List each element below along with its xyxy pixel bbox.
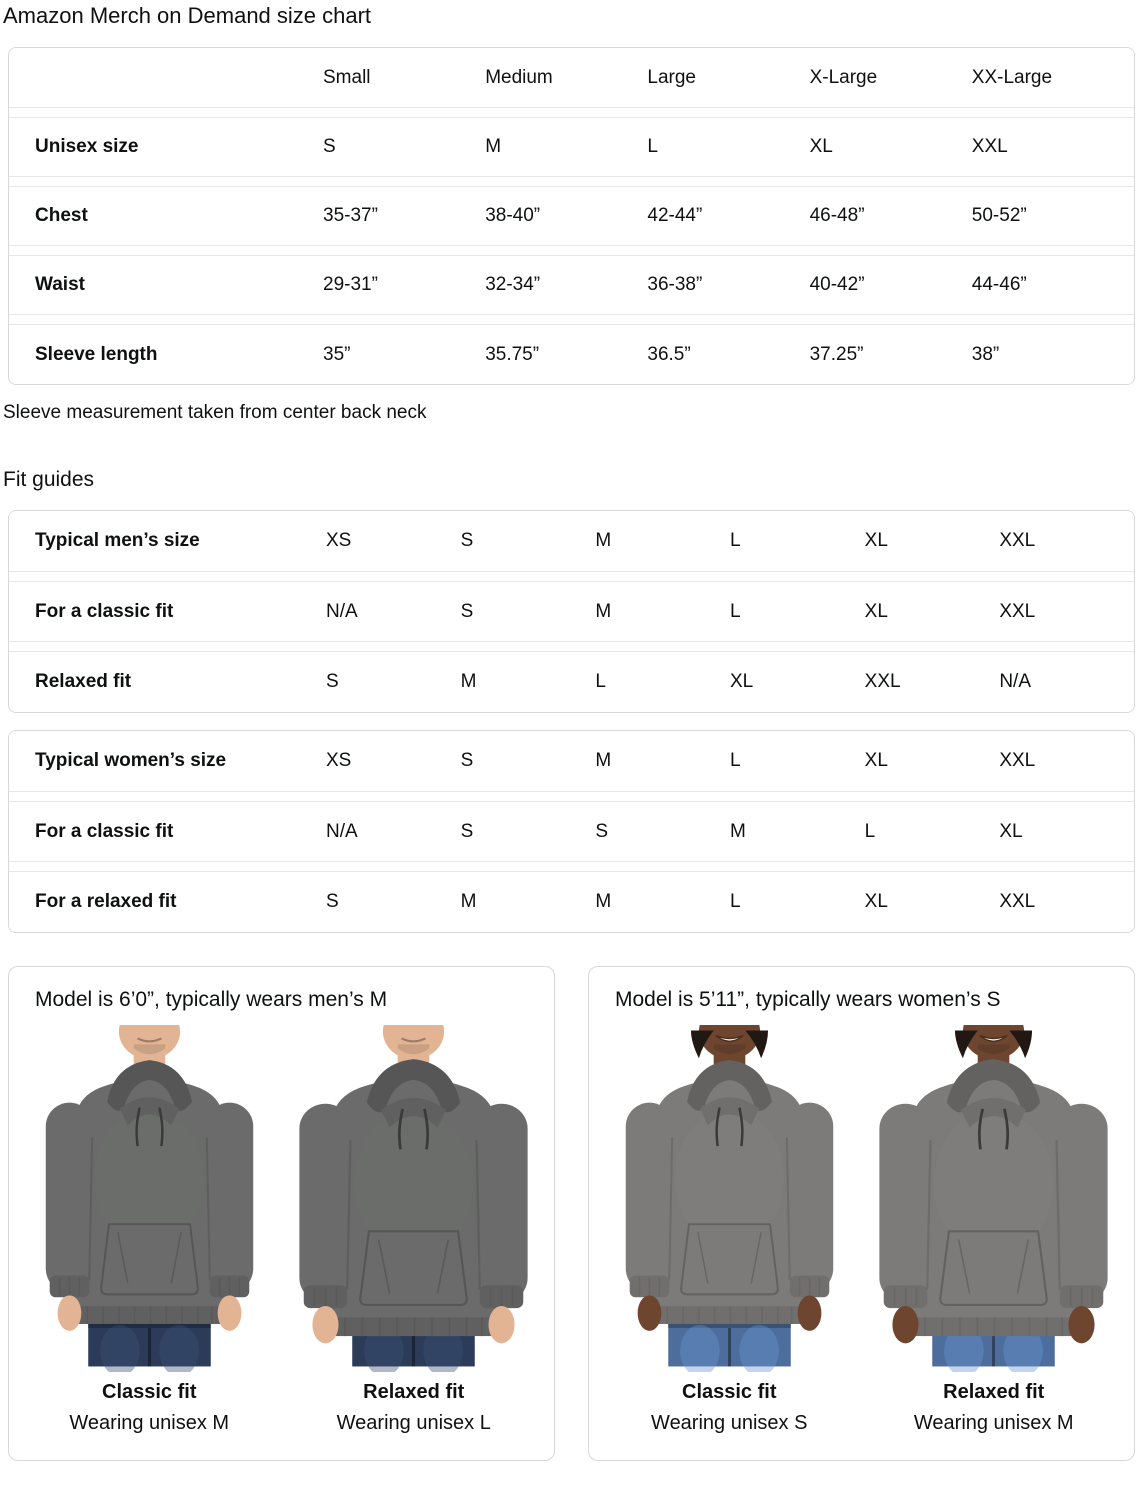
table-row: [9, 731, 1134, 792]
column-header: Large: [647, 66, 696, 88]
size-cell: XL: [864, 891, 888, 912]
size-cell: N/A: [326, 820, 358, 842]
size-cell: S: [326, 891, 339, 912]
row-label: Chest: [35, 205, 88, 226]
row-label: Typical men’s size: [35, 530, 200, 551]
size-cell: XL: [999, 820, 1023, 842]
model-card-heading: Model is 5’11”, typically wears women’s S: [615, 988, 1001, 1011]
table-row: [9, 255, 1134, 315]
column-header: Small: [323, 66, 371, 88]
photo-row: [23, 1025, 540, 1372]
column-header: Medium: [485, 66, 553, 88]
column-header: X-Large: [809, 66, 878, 88]
photo-caption: [603, 1380, 856, 1436]
size-cell: S: [460, 600, 474, 622]
photo-caption: [288, 1380, 541, 1436]
size-cell: XXL: [999, 750, 1036, 771]
wearing-size-label: Wearing unisex M: [69, 1412, 230, 1434]
sleeve-measurement-note: Sleeve measurement taken from center back neck: [3, 402, 427, 423]
size-cell: M: [730, 820, 746, 842]
table-row: [9, 871, 1134, 932]
size-cell: XS: [326, 750, 352, 771]
table-row: [9, 511, 1134, 572]
row-label: Unisex size: [35, 136, 139, 157]
size-cell: M: [595, 750, 612, 771]
hoodie-model-illustration: [290, 1025, 537, 1372]
size-cell: L: [730, 600, 741, 622]
size-cell: L: [595, 671, 606, 692]
size-cell: S: [595, 820, 609, 842]
size-cell: S: [323, 136, 336, 157]
row-label: For a relaxed fit: [35, 891, 177, 912]
size-cell: 29-31”: [323, 274, 378, 295]
row-label: For a classic fit: [35, 600, 174, 622]
model-photo-classic-fit: [603, 1025, 856, 1372]
size-cell: 50-52”: [971, 205, 1027, 226]
size-table: [8, 47, 1135, 385]
row-label: Waist: [35, 274, 85, 295]
size-chart-page: [3, 2, 1135, 1461]
jeans: [88, 1319, 211, 1372]
model-photo-classic-fit: [23, 1025, 276, 1372]
table-header-row: [9, 48, 1134, 108]
row-label: Sleeve length: [35, 343, 158, 365]
hoodie-model-illustration: [606, 1025, 853, 1372]
size-cell: XXL: [999, 891, 1036, 912]
size-cell: 38”: [971, 343, 1000, 365]
fit-table-womens: [8, 730, 1135, 933]
photo-caption: [868, 1380, 1121, 1436]
size-cell: 40-42”: [809, 274, 865, 295]
size-cell: XXL: [864, 671, 901, 692]
size-cell: XXL: [971, 136, 1008, 157]
model-card: [8, 966, 555, 1461]
hoodie-model-illustration: [870, 1025, 1117, 1372]
wearing-size-label: Wearing unisex L: [336, 1412, 491, 1434]
model-photo-relaxed-fit: [868, 1025, 1121, 1372]
model-card: [588, 966, 1135, 1461]
caption-row: [603, 1380, 1120, 1436]
row-label: Relaxed fit: [35, 671, 132, 692]
model-card-heading: Model is 6’0”, typically wears men’s M: [35, 988, 388, 1011]
size-cell: S: [460, 530, 474, 551]
model-photo-relaxed-fit: [288, 1025, 541, 1372]
size-cell: XL: [864, 530, 888, 551]
size-cell: N/A: [999, 671, 1032, 692]
row-label: Typical women’s size: [35, 750, 227, 771]
size-cell: XL: [809, 136, 833, 157]
size-cell: XXL: [999, 600, 1036, 622]
table-row: [9, 581, 1134, 642]
size-cell: XL: [864, 600, 888, 622]
table-row: [9, 117, 1134, 177]
size-cell: 35”: [323, 343, 351, 365]
size-cell: 44-46”: [971, 274, 1027, 295]
size-cell: M: [595, 530, 612, 551]
size-cell: 37.25”: [809, 343, 864, 365]
size-cell: M: [595, 600, 612, 622]
size-cell: XL: [864, 750, 888, 771]
fit-type-label: Relaxed fit: [943, 1381, 1045, 1403]
size-cell: S: [460, 750, 474, 771]
size-cell: L: [730, 891, 741, 912]
size-cell: 36.5”: [647, 343, 691, 365]
size-cell: 35-37”: [323, 205, 378, 226]
size-cell: M: [485, 136, 502, 157]
size-cell: M: [460, 671, 477, 692]
size-cell: 46-48”: [809, 205, 865, 226]
wearing-size-label: Wearing unisex M: [913, 1412, 1074, 1434]
size-cell: L: [730, 530, 741, 551]
size-cell: L: [730, 750, 741, 771]
size-cell: L: [864, 820, 876, 842]
fit-type-label: Classic fit: [102, 1381, 197, 1403]
size-cell: N/A: [326, 600, 358, 622]
size-cell: L: [647, 136, 658, 157]
table-row: [9, 801, 1134, 862]
size-cell: XS: [326, 530, 352, 551]
row-label: For a classic fit: [35, 820, 174, 842]
photo-row: [603, 1025, 1120, 1372]
size-cell: 38-40”: [485, 205, 541, 226]
fit-guides-heading: Fit guides: [3, 468, 95, 491]
size-cell: 42-44”: [647, 205, 703, 226]
hoodie-model-illustration: [26, 1025, 273, 1372]
size-cell: 36-38”: [647, 274, 703, 295]
size-cell: 32-34”: [485, 274, 541, 295]
page-title: Amazon Merch on Demand size chart: [3, 3, 372, 28]
table-row: [9, 324, 1134, 384]
size-cell: M: [460, 891, 477, 912]
column-header: XX-Large: [971, 66, 1053, 88]
jeans: [668, 1319, 791, 1372]
size-cell: M: [595, 891, 612, 912]
table-row: [9, 186, 1134, 246]
size-cell: S: [460, 820, 474, 842]
size-cell: XXL: [999, 530, 1036, 551]
wearing-size-label: Wearing unisex S: [651, 1412, 808, 1434]
fit-type-label: Relaxed fit: [363, 1381, 465, 1403]
model-cards: [8, 966, 1135, 1461]
caption-row: [23, 1380, 540, 1436]
size-cell: XL: [730, 671, 754, 692]
table-row: [9, 651, 1134, 712]
photo-caption: [23, 1380, 276, 1436]
size-cell: 35.75”: [485, 343, 540, 365]
fit-table-mens: [8, 510, 1135, 713]
size-cell: S: [326, 671, 339, 692]
fit-type-label: Classic fit: [682, 1381, 777, 1403]
